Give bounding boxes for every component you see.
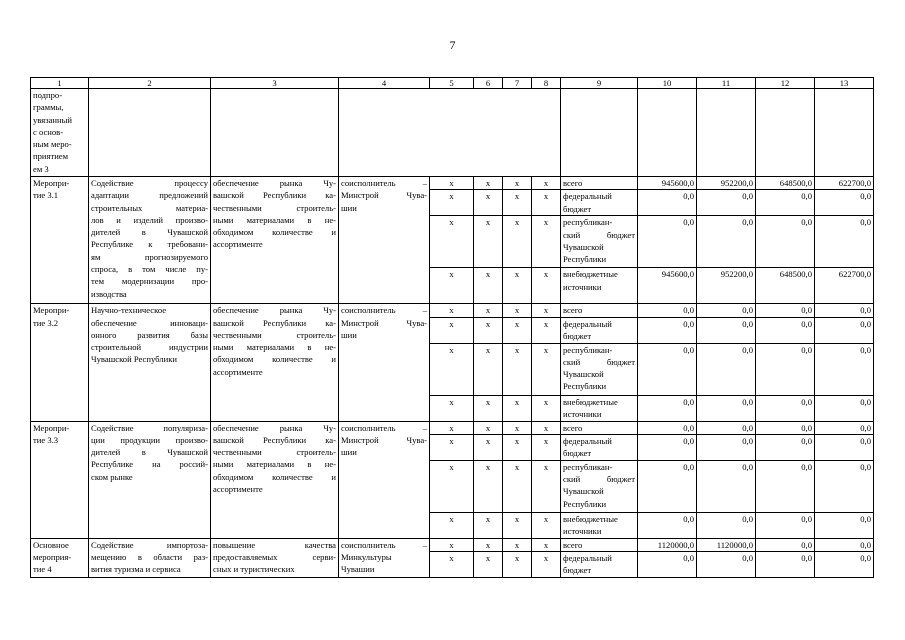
amount-value: 0,0 (815, 434, 874, 460)
text-line: дителей в Чувашской (91, 227, 208, 238)
column-number-12: 12 (756, 78, 815, 89)
text-line: республикан- (563, 217, 613, 228)
x-mark: x (474, 304, 503, 317)
x-mark: x (430, 317, 474, 343)
x-mark: x (503, 395, 532, 421)
amount-value: 945600,0 (638, 268, 697, 304)
text-line: источники (563, 408, 602, 419)
column-number-8: 8 (532, 78, 561, 89)
empty-cell (339, 89, 561, 177)
text-line: Республике к требовани- (91, 239, 208, 250)
amount-value: 0,0 (697, 304, 756, 317)
text-line: приятием (33, 151, 69, 162)
x-mark: x (474, 552, 503, 578)
amount-value: 0,0 (756, 304, 815, 317)
text-line: внебюджетные (563, 513, 618, 524)
text-line: федеральный (563, 318, 612, 329)
amount-value: 648500,0 (756, 177, 815, 190)
amount-value: 0,0 (815, 460, 874, 512)
text-line: ский бюджет (563, 356, 635, 367)
text-line: бюджет (563, 448, 592, 459)
measure-description (89, 421, 211, 538)
text-line: подпро- (33, 90, 63, 100)
x-mark: x (532, 460, 561, 512)
x-mark: x (503, 190, 532, 216)
column-number-5: 5 (430, 78, 474, 89)
text-line: строительной индустрии (91, 342, 208, 353)
x-mark: x (474, 177, 503, 190)
source-total: всего (561, 538, 638, 551)
table-row (31, 177, 874, 190)
measure-description (89, 304, 211, 421)
column-number-1: 1 (31, 78, 89, 89)
table-row (31, 421, 874, 434)
amount-value: 0,0 (815, 552, 874, 578)
text-line: увязанный (33, 114, 72, 125)
text-line: тем модернизации про- (91, 276, 208, 287)
text-line: адаптации предложений (91, 190, 208, 201)
text-line: изводства (91, 288, 127, 299)
text-line: Республики (563, 254, 607, 265)
text-line: мещению в области раз- (91, 552, 208, 563)
measure-name (31, 177, 89, 304)
text-line: дителей в Чувашской (91, 447, 208, 458)
x-mark: x (430, 304, 474, 317)
text-line: обходимом количестве и (213, 227, 336, 238)
amount-value: 1120000,0 (638, 538, 697, 551)
x-mark: x (430, 343, 474, 395)
empty-cell (561, 89, 638, 177)
x-mark: x (532, 395, 561, 421)
program-table (30, 77, 874, 578)
source-republic (561, 216, 638, 268)
text-line: шии (341, 329, 357, 340)
x-mark: x (532, 421, 561, 434)
text-line: обеспечение инноваци- (91, 317, 208, 328)
text-line: федеральный (563, 553, 612, 564)
amount-value: 952200,0 (697, 177, 756, 190)
text-line: шии (341, 447, 357, 458)
text-line: повышение качества (213, 539, 336, 550)
source-total: всего (561, 177, 638, 190)
x-mark: x (430, 460, 474, 512)
text-line: Чувашии (341, 564, 375, 575)
text-line: соисполнитель – (341, 539, 427, 550)
measure-description (89, 538, 211, 577)
text-line: ассортименте (213, 366, 263, 377)
text-line: ными материалами в не- (213, 342, 336, 353)
x-mark: x (503, 343, 532, 395)
text-line: Содействие популяриза- (91, 422, 208, 433)
column-number-9: 9 (561, 78, 638, 89)
text-line: бюджет (563, 203, 592, 214)
amount-value: 0,0 (756, 216, 815, 268)
measure-name (31, 304, 89, 421)
text-line: ский бюджет (563, 474, 635, 485)
amount-value: 0,0 (638, 434, 697, 460)
amount-value: 0,0 (638, 395, 697, 421)
x-mark: x (503, 552, 532, 578)
text-line: вашской Республики ка- (213, 190, 336, 201)
x-mark: x (503, 434, 532, 460)
amount-value: 0,0 (638, 460, 697, 512)
amount-value: 0,0 (815, 512, 874, 538)
x-mark: x (430, 190, 474, 216)
text-line: Минкультуры (341, 552, 392, 563)
x-mark: x (430, 512, 474, 538)
text-line: ными материалами в не- (213, 214, 336, 225)
x-mark: x (532, 552, 561, 578)
column-number-11: 11 (697, 78, 756, 89)
text-line: ным меро- (33, 139, 72, 150)
x-mark: x (430, 421, 474, 434)
x-mark: x (503, 421, 532, 434)
amount-value: 622700,0 (815, 268, 874, 304)
x-mark: x (430, 268, 474, 304)
text-line: обеспечение рынка Чу- (213, 305, 336, 316)
measure-executor (339, 421, 430, 538)
x-mark: x (532, 512, 561, 538)
text-line: Минстрой Чува- (341, 434, 427, 445)
measure-name (31, 538, 89, 577)
x-mark: x (474, 538, 503, 551)
x-mark: x (532, 268, 561, 304)
x-mark: x (474, 395, 503, 421)
amount-value: 0,0 (638, 512, 697, 538)
amount-value: 0,0 (697, 421, 756, 434)
x-mark: x (503, 304, 532, 317)
text-line: внебюджетные (563, 396, 618, 407)
text-line: предоставляемых серви- (213, 552, 336, 563)
amount-value: 0,0 (638, 421, 697, 434)
source-republic (561, 343, 638, 395)
amount-value: 0,0 (815, 421, 874, 434)
amount-value: 0,0 (697, 317, 756, 343)
amount-value: 0,0 (756, 317, 815, 343)
source-federal (561, 552, 638, 578)
column-number-4: 4 (339, 78, 430, 89)
text-line: источники (563, 526, 602, 537)
column-number-7: 7 (503, 78, 532, 89)
text-line: обеспечение рынка Чу- (213, 178, 336, 188)
amount-value: 0,0 (815, 190, 874, 216)
text-line: ции продукции произво- (91, 434, 208, 445)
amount-value: 0,0 (815, 395, 874, 421)
text-line: республикан- (563, 344, 613, 355)
text-line: ском рынке (91, 471, 133, 482)
text-line: Меропри- (33, 178, 70, 188)
text-line: Республике на россий- (91, 459, 208, 470)
text-line: Содействие процессу (91, 178, 208, 188)
x-mark: x (503, 268, 532, 304)
text-line: внебюджетные (563, 269, 618, 280)
measure-executor (339, 538, 430, 577)
text-line: соисполнитель – (341, 305, 427, 316)
table-row (31, 538, 874, 551)
measure-goal (211, 421, 339, 538)
text-line: источники (563, 281, 602, 292)
x-mark: x (430, 395, 474, 421)
source-extrabudgetary (561, 268, 638, 304)
x-mark: x (430, 216, 474, 268)
column-number-2: 2 (89, 78, 211, 89)
text-line: лов и изделий произво- (91, 214, 208, 225)
text-line: федеральный (563, 191, 612, 202)
x-mark: x (474, 512, 503, 538)
text-line: тие 3.1 (33, 190, 59, 201)
column-number-6: 6 (474, 78, 503, 89)
amount-value: 0,0 (697, 460, 756, 512)
x-mark: x (503, 460, 532, 512)
amount-value: 0,0 (697, 216, 756, 268)
text-line: Чувашской (563, 486, 604, 497)
text-line: строительных материа- (91, 202, 208, 213)
text-line: соисполнитель – (341, 178, 427, 188)
amount-value: 0,0 (697, 395, 756, 421)
measure-name (31, 421, 89, 538)
amount-value: 0,0 (756, 552, 815, 578)
amount-value: 648500,0 (756, 268, 815, 304)
measure-goal (211, 177, 339, 304)
amount-value: 0,0 (756, 434, 815, 460)
text-line: тие 3.2 (33, 317, 59, 328)
text-line: Чувашской (563, 369, 604, 380)
source-republic (561, 460, 638, 512)
empty-cell (756, 89, 815, 177)
x-mark: x (503, 177, 532, 190)
text-line: Минстрой Чува- (341, 190, 427, 201)
text-line: Основное (33, 539, 69, 550)
source-extrabudgetary (561, 512, 638, 538)
text-line: Меропри- (33, 422, 70, 433)
x-mark: x (532, 434, 561, 460)
x-mark: x (503, 317, 532, 343)
column-number-13: 13 (815, 78, 874, 89)
amount-value: 1120000,0 (697, 538, 756, 551)
text-line: Чувашской (563, 241, 604, 252)
x-mark: x (474, 216, 503, 268)
measure-goal (211, 304, 339, 421)
x-mark: x (474, 190, 503, 216)
text-line: республикан- (563, 461, 613, 472)
x-mark: x (474, 460, 503, 512)
text-line: граммы, (33, 102, 64, 113)
table-row (31, 304, 874, 317)
amount-value: 0,0 (697, 190, 756, 216)
amount-value: 0,0 (815, 216, 874, 268)
text-line: Меропри- (33, 305, 70, 316)
x-mark: x (474, 317, 503, 343)
x-mark: x (430, 434, 474, 460)
amount-value: 0,0 (638, 343, 697, 395)
amount-value: 0,0 (756, 395, 815, 421)
text-line: Научно-техническое (91, 305, 167, 316)
x-mark: x (532, 538, 561, 551)
amount-value: 0,0 (756, 343, 815, 395)
x-mark: x (503, 538, 532, 551)
x-mark: x (474, 421, 503, 434)
text-line: тие 3.3 (33, 434, 59, 445)
text-line: вития туризма и сервиса (91, 564, 181, 575)
measure-goal (211, 538, 339, 577)
x-mark: x (474, 434, 503, 460)
x-mark: x (532, 317, 561, 343)
text-line: бюджет (563, 565, 592, 576)
amount-value: 0,0 (697, 434, 756, 460)
empty-cell (697, 89, 756, 177)
text-line: Минстрой Чува- (341, 317, 427, 328)
amount-value: 0,0 (638, 304, 697, 317)
source-total: всего (561, 421, 638, 434)
text-line: тие 4 (33, 564, 52, 575)
text-line: федеральный (563, 435, 612, 446)
column-number-3: 3 (211, 78, 339, 89)
text-line: чественными строитель- (213, 329, 336, 340)
measure-description (89, 177, 211, 304)
amount-value: 0,0 (815, 343, 874, 395)
text-line: вашской Республики ка- (213, 434, 336, 445)
x-mark: x (474, 268, 503, 304)
x-mark: x (532, 216, 561, 268)
amount-value: 0,0 (815, 317, 874, 343)
text-line: мероприя- (33, 552, 72, 563)
source-extrabudgetary (561, 395, 638, 421)
x-mark: x (430, 552, 474, 578)
amount-value: 0,0 (638, 552, 697, 578)
text-line: ассортименте (213, 484, 263, 495)
empty-cell (815, 89, 874, 177)
amount-value: 0,0 (638, 190, 697, 216)
source-federal (561, 434, 638, 460)
text-line: спроса, в том числе пу- (91, 264, 208, 275)
x-mark: x (503, 512, 532, 538)
x-mark: x (532, 343, 561, 395)
text-line: Содействие импортоза- (91, 539, 208, 550)
text-line: с основ- (33, 126, 64, 137)
page-number: 7 (449, 38, 456, 52)
x-mark: x (430, 538, 474, 551)
column-number-10: 10 (638, 78, 697, 89)
text-line: обходимом количестве и (213, 354, 336, 365)
text-line: ными материалами в не- (213, 459, 336, 470)
text-line: обеспечение рынка Чу- (213, 422, 336, 433)
text-line: онного развития базы (91, 329, 208, 340)
amount-value: 0,0 (815, 538, 874, 551)
amount-value: 945600,0 (638, 177, 697, 190)
amount-value: 0,0 (697, 512, 756, 538)
source-total: всего (561, 304, 638, 317)
text-line: сных и туристических (213, 564, 295, 575)
text-line: чественными строитель- (213, 202, 336, 213)
text-line: Республики (563, 498, 607, 509)
amount-value: 0,0 (756, 190, 815, 216)
text-line: обходимом количестве и (213, 471, 336, 482)
empty-cell (211, 89, 339, 177)
amount-value: 0,0 (638, 317, 697, 343)
x-mark: x (474, 343, 503, 395)
subprogram-label (31, 89, 89, 177)
x-mark: x (532, 177, 561, 190)
text-line: соисполнитель – (341, 422, 427, 433)
source-federal (561, 190, 638, 216)
amount-value: 952200,0 (697, 268, 756, 304)
x-mark: x (532, 304, 561, 317)
amount-value: 0,0 (756, 460, 815, 512)
measure-executor (339, 304, 430, 421)
measure-executor (339, 177, 430, 304)
table-row (31, 89, 874, 177)
x-mark: x (430, 177, 474, 190)
empty-cell (638, 89, 697, 177)
text-line: Республики (563, 381, 607, 392)
empty-cell (89, 89, 211, 177)
amount-value: 0,0 (756, 512, 815, 538)
text-line: ассортименте (213, 239, 263, 250)
amount-value: 0,0 (697, 552, 756, 578)
x-mark: x (532, 190, 561, 216)
text-line: бюджет (563, 330, 592, 341)
x-mark: x (503, 216, 532, 268)
amount-value: 0,0 (756, 421, 815, 434)
amount-value: 0,0 (756, 538, 815, 551)
amount-value: 0,0 (815, 304, 874, 317)
text-line: шии (341, 202, 357, 213)
amount-value: 0,0 (697, 343, 756, 395)
text-line: ям прогнозируемого (91, 251, 208, 262)
text-line: ем 3 (33, 163, 49, 174)
text-line: вашской Республики ка- (213, 317, 336, 328)
source-federal (561, 317, 638, 343)
text-line: ский бюджет (563, 229, 635, 240)
text-line: чественными строитель- (213, 447, 336, 458)
amount-value: 622700,0 (815, 177, 874, 190)
amount-value: 0,0 (638, 216, 697, 268)
text-line: Чувашской Республики (91, 354, 177, 365)
header-row (31, 78, 874, 89)
